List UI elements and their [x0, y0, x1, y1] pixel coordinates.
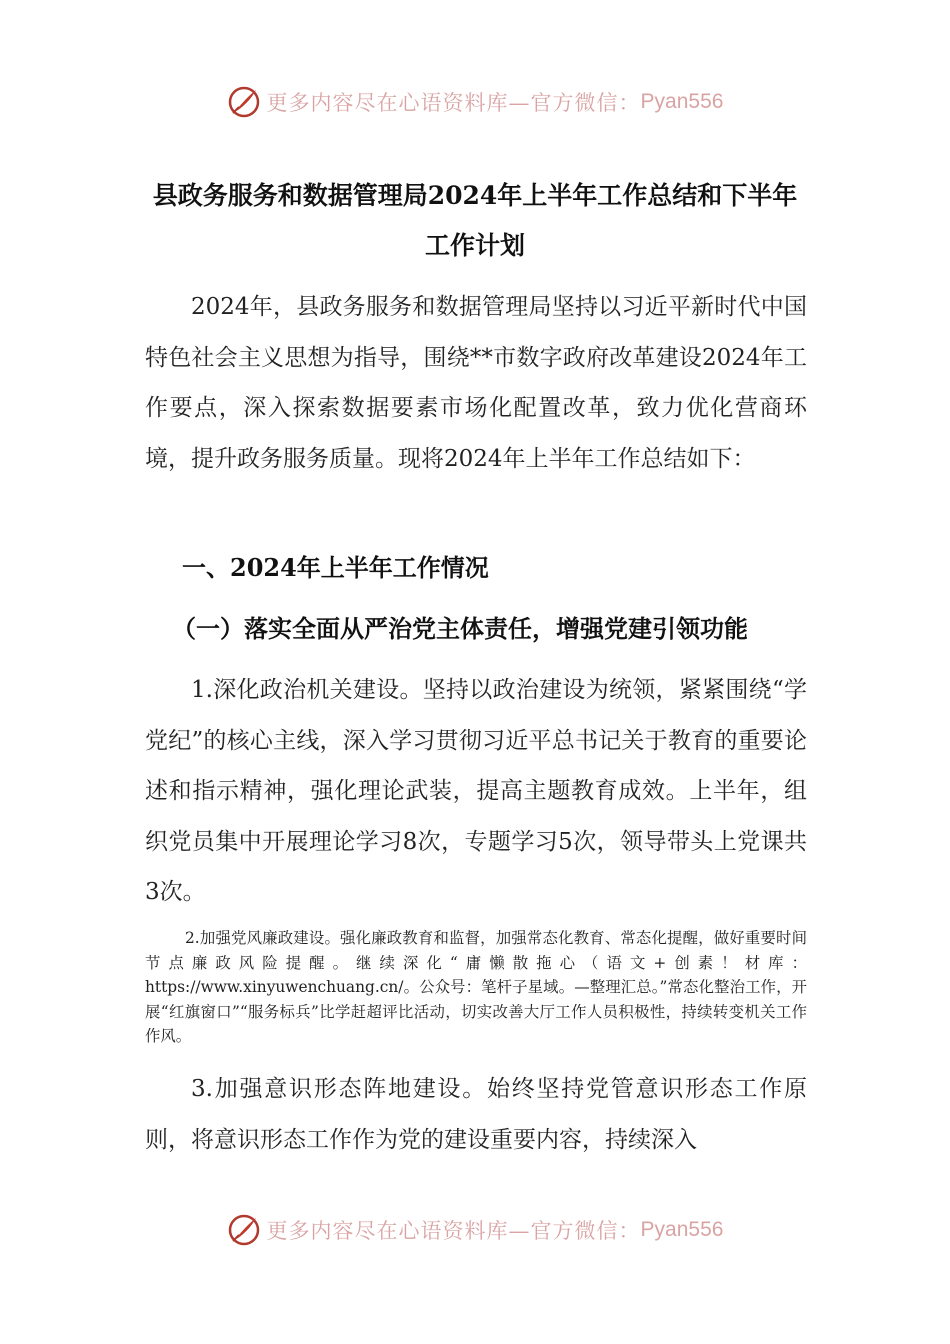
intro-paragraph: 2024年，县政务服务和数据管理局坚持以习近平新时代中国特色社会主义思想为指导，围绕**市数字政府改革建设2024年工作要点，深入探索数据要素市场化配置改革，致力优化营商环境，提升政务服务质量。现将2024年上半年工作总结如下： — [145, 294, 807, 472]
item-3-paragraph: 3.加强意识形态阵地建设。始终坚持党管意识形态工作原则，将意识形态工作作为党的建设重要内容，持续深入 — [145, 1076, 807, 1153]
subsection-heading: （一）落实全面从严治党主体责任，增强党建引领功能 — [172, 614, 748, 643]
section-heading: 一、2024年上半年工作情况 — [182, 553, 489, 582]
banner-text: 更多内容尽在心语资料库—官方微信： — [266, 1219, 641, 1243]
watermark-banner-bottom — [0, 1208, 950, 1252]
document-title-line1: 县政务服务和数据管理局2024年上半年工作总结和下半年 — [152, 181, 798, 210]
banner-text: 更多内容尽在心语资料库—官方微信： — [266, 91, 641, 115]
item-1-paragraph: 1.深化政治机关建设。坚持以政治建设为统领，紧紧围绕“学党纪”的核心主线，深入学习贯彻习近平总书记关于教育的重要论述和指示精神，强化理论武装，提高主题教育成效。上半年，组织党员集中开展理论学习8次，专题学习5次，领导带头上党课共3次。 — [145, 677, 807, 905]
banner-wechat-id: Pyan556 — [640, 90, 724, 113]
banner-wechat-id: Pyan556 — [640, 1218, 724, 1241]
item-2-paragraph: 2.加强党风廉政建设。强化廉政教育和监督，加强常态化教育、常态化提醒，做好重要时间节点廉政风险提醒。继续深化“庸懒散拖心（语文+创素！材库：https://www.xinyuwenchuang.cn/。公众号：笔杆子星域。—整理汇总。”常态化整治工作，开展“红旗窗口”“服务标兵”比学赶超评比活动，切实改善大厅工作人员积极性，持续转变机关工作作风。 — [145, 929, 807, 1045]
quill-logo-icon — [227, 85, 261, 119]
quill-logo-icon — [227, 1213, 261, 1247]
document-title-line2: 工作计划 — [424, 231, 525, 260]
watermark-banner-top — [0, 80, 950, 124]
